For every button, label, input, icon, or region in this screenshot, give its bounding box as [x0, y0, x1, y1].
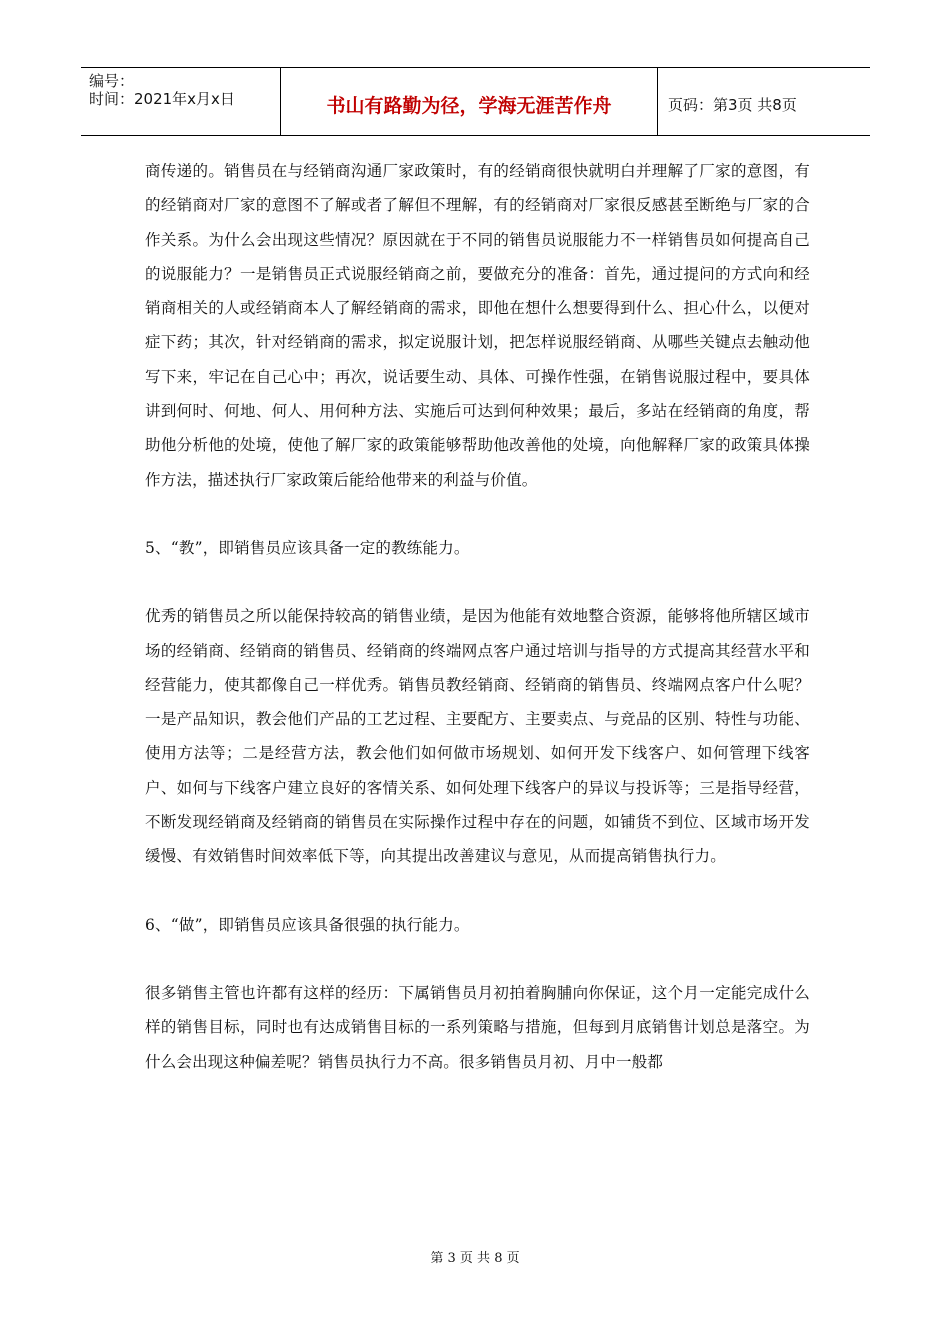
page-header: [81, 67, 870, 136]
body-paragraph: 商传递的。销售员在与经销商沟通厂家政策时，有的经销商很快就明白并理解了厂家的意图，有的经销商对厂家的意图不了解或者了解但不理解，有的经销商对厂家很反感甚至断绝与厂家的合作关系。为什么会出现这些情况？原因就在于不同的销售员说服能力不一样销售员如何提高自己的说服能力？一是销售员正式说服经销商之前，要做充分的准备：首先，通过提问的方式向和经销商相关的人或经销商本人了解经销商的需求，即他在想什么想要得到什么、担心什么，以便对症下药；其次，针对经销商的需求，拟定说服计划，把怎样说服经销商、从哪些关键点去触动他写下来，牢记在自己心中；再次，说话要生动、具体、可操作性强，在销售说服过程中，要具体讲到何时、何地、何人、用何种方法、实施后可达到何种效果；最后，多站在经销商的角度，帮助他分析他的处境，使他了解厂家的政策能够帮助他改善他的处境，向他解释厂家的政策具体操作方法，描述执行厂家政策后能给他带来的利益与价值。: [145, 162, 810, 489]
section-heading-5: 5、“教”，即销售员应该具备一定的教练能力。: [145, 538, 470, 557]
document-body: [145, 154, 810, 1079]
header-motto: 书山有路勤为径，学海无涯苦作舟: [281, 68, 658, 135]
document-date-label: 时间：2021年x月x日: [89, 90, 235, 108]
body-paragraph: 优秀的销售员之所以能保持较高的销售业绩，是因为他能有效地整合资源，能够将他所辖区域市场的经销商、经销商的销售员、经销商的终端网点客户通过培训与指导的方式提高其经营水平和经营能力，使其都像自己一样优秀。销售员教经销商、经销商的销售员、终端网点客户什么呢？一是产品知识，教会他们产品的工艺过程、主要配方、主要卖点、与竞品的区别、特性与功能、使用方法等；二是经营方法，教会他们如何做市场规划、如何开发下线客户、如何管理下线客户、如何与下线客户建立良好的客情关系、如何处理下线客户的异议与投诉等；三是指导经营，不断发现经销商及经销商的销售员在实际操作过程中存在的问题，如铺货不到位、区域市场开发缓慢、有效销售时间效率低下等，向其提出改善建议与意见，从而提高销售执行力。: [145, 607, 810, 866]
header-meta: [81, 68, 281, 135]
header-page-info: 页码：第3页 共8页: [668, 96, 797, 114]
section-heading-6: 6、“做”，即销售员应该具备很强的执行能力。: [145, 915, 470, 934]
page-footer: 第 3 页 共 8 页: [430, 1251, 520, 1266]
document-number-label: 编号：: [89, 72, 135, 90]
body-paragraph: 很多销售主管也许都有这样的经历：下属销售员月初拍着胸脯向你保证，这个月一定能完成什么样的销售目标，同时也有达成销售目标的一系列策略与措施，但每到月底销售计划总是落空。为什么会出现这种偏差呢？销售员执行力不高。很多销售员月初、月中一般都: [145, 983, 810, 1071]
